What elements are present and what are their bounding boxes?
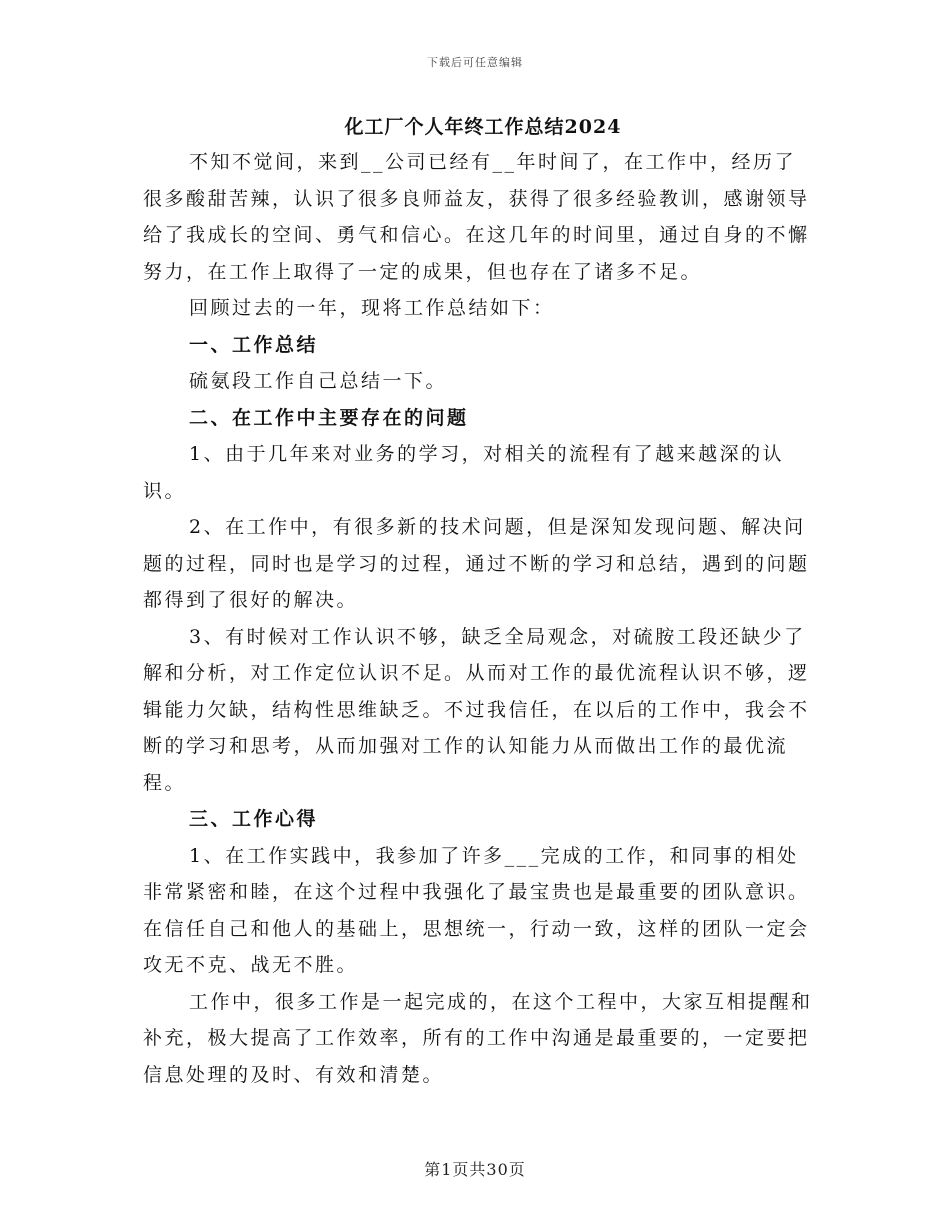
section-heading-1: 一、工作总结 xyxy=(189,333,319,356)
document-title: 化工厂个人年终工作总结2024 xyxy=(344,116,622,138)
paragraph-insight-1: 1、在工作实践中，我参加了许多___完成的工作，和同事的相处非常紧密和睦，在这个过程中我强化了最宝贵也是最重要的团队意识。在信任自己和他人的基础上，思想统一，行动一致，这样的团队一定会攻无不克、战无不胜。 xyxy=(143,844,810,976)
section-heading-3: 三、工作心得 xyxy=(189,808,319,830)
header-note: 下载后可任意编辑 xyxy=(427,56,523,69)
paragraph-problem-2: 2、在工作中，有很多新的技术问题，但是深知发现问题、解决问题的过程，同时也是学习的过程，通过不断的学习和总结，遇到的问题都得到了很好的解决。 xyxy=(143,516,810,611)
paragraph-review: 回顾过去的一年，现将工作总结如下： xyxy=(189,297,555,319)
paragraph-insight-2: 工作中，很多工作是一起完成的，在这个工程中，大家互相提醒和补充，极大提高了工作效率，所有的工作中沟通是最重要的，一定要把信息处理的及时、有效和清楚。 xyxy=(143,990,813,1086)
section-heading-2: 二、在工作中主要存在的问题 xyxy=(189,406,469,429)
document-body xyxy=(143,110,813,1093)
paragraph-summary: 硫氨段工作自己总结一下。 xyxy=(189,370,448,392)
paragraph-intro: 不知不觉间，来到__公司已经有__年时间了，在工作中，经历了很多酸甜苦辣，认识了很多良师益友，获得了很多经验教训，感谢领导给了我成长的空间、勇气和信心。在这几年的时间里，通过自身的不懈努力，在工作上取得了一定的成果，但也存在了诸多不足。 xyxy=(143,151,810,283)
page-footer: 第1页共30页 xyxy=(424,1160,526,1179)
paragraph-problem-1: 1、由于几年来对业务的学习，对相关的流程有了越来越深的认识。 xyxy=(143,443,785,502)
paragraph-problem-3: 3、有时候对工作认识不够，缺乏全局观念，对硫胺工段还缺少了解和分析，对工作定位认识不足。从而对工作的最优流程认识不够，逻辑能力欠缺，结构性思维缺乏。不过我信任，在以后的工作中，我会不断的学习和思考，从而加强对工作的认知能力从而做出工作的最优流程。 xyxy=(143,625,810,794)
